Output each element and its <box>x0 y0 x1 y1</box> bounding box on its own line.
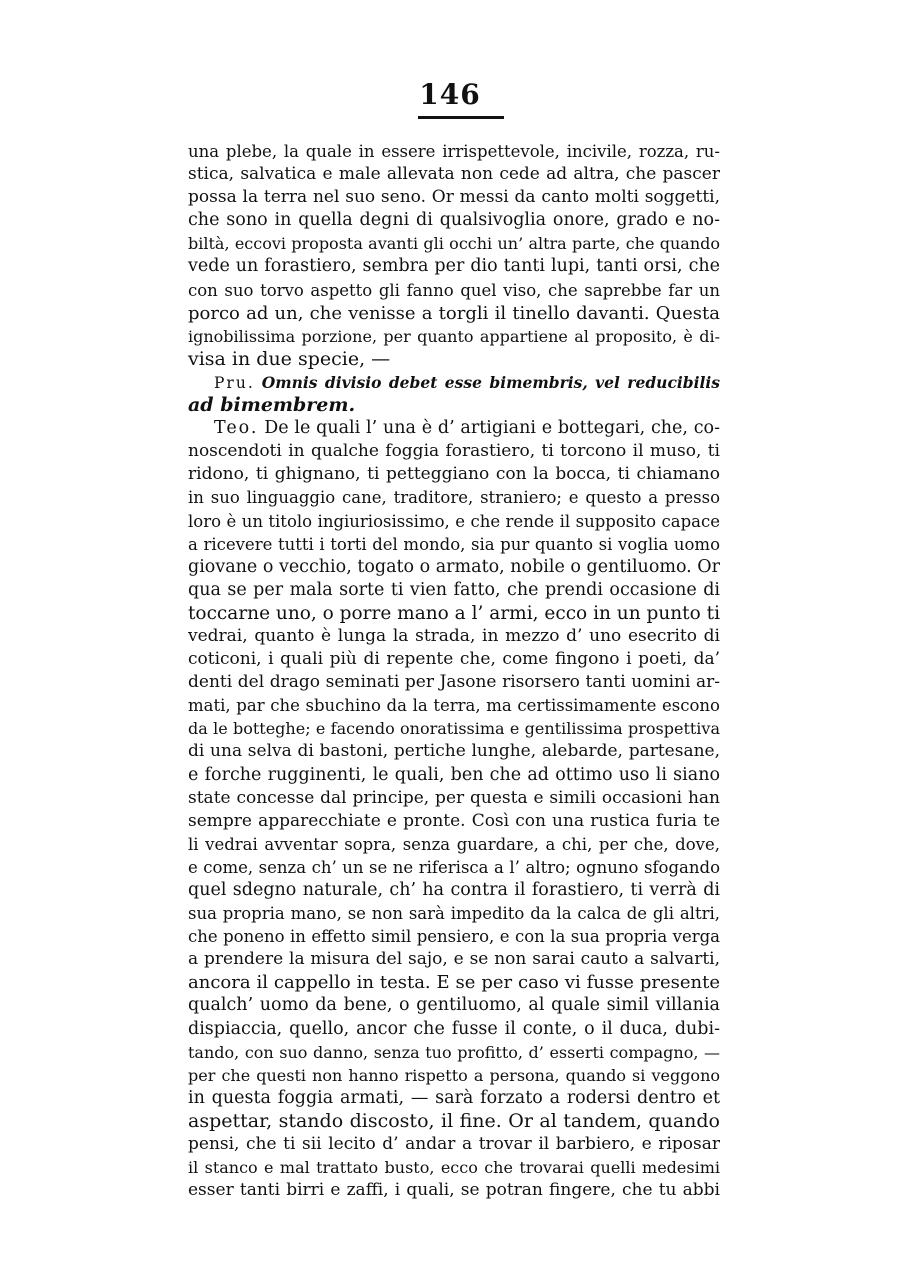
text-line: il stanco e mal trattato busto, ecco che trovarai quelli medesimi <box>188 1158 720 1178</box>
text-line: e forche rugginenti, le quali, ben che ad ottimo uso li siano <box>188 764 720 785</box>
text-line: stica, salvatica e male allevata non cede ad altra, che pascer <box>188 164 720 185</box>
body-text <box>188 140 720 1202</box>
text-line: in suo linguaggio cane, traditore, straniero; e questo a presso <box>188 488 720 508</box>
text-line: vedrai, quanto è lunga la strada, in mezzo d’ uno esecrito di <box>188 625 720 646</box>
text-line: a prendere la misura del sajo, e se non sarai cauto a salvarti, <box>188 949 720 970</box>
text-line: loro è un titolo ingiuriosissimo, e che rende il supposito capace <box>188 511 720 531</box>
text-line: state concesse dal principe, per questa e simili occasioni han <box>188 787 720 808</box>
page-number: 146 <box>419 78 481 111</box>
latin-quote: Omnis divisio debet esse bimembris, vel reducibilis <box>261 372 720 392</box>
text-line: li vedrai avventar sopra, senza guardare, a chi, per che, dove, <box>188 834 720 854</box>
text-line: con suo torvo aspetto gli fanno quel viso, che saprebbe far un <box>188 280 720 300</box>
text-line: visa in due specie, — <box>188 347 391 370</box>
text-line: biltà, eccovi proposta avanti gli occhi un’ altra parte, che quando <box>188 234 720 254</box>
speaker-teo: Teo. <box>214 418 259 439</box>
dialogue-line-teo <box>188 417 720 440</box>
header-rule <box>418 116 504 119</box>
text-line: tando, con suo danno, senza tuo profitto, d’ esserti compagno, — <box>188 1042 720 1062</box>
text-line: mati, par che sbuchino da la terra, ma certissimamente escono <box>188 696 720 716</box>
text-line: vede un forastiero, sembra per dio tanti lupi, tanti orsi, che <box>188 256 720 277</box>
text-line: porco ad un, che venisse a torgli il tinello davanti. Questa <box>188 302 720 324</box>
text-line: ignobilissima porzione, per quanto appartiene al proposito, è di- <box>188 326 720 346</box>
text-line: di una selva di bastoni, pertiche lunghe, alebarde, partesane, <box>188 741 720 762</box>
text-line: esser tanti birri e zaffi, i quali, se potran fingere, che tu abbi <box>188 1180 720 1201</box>
text-line: aspettar, stando discosto, il fine. Or al tandem, quando <box>188 1109 720 1132</box>
text-line: giovane o vecchio, togato o armato, nobile o gentiluomo. Or <box>188 556 721 577</box>
text-line: ridono, ti ghignano, ti petteggiano con la bocca, ti chiamano <box>188 464 720 485</box>
text-line: dispiaccia, quello, ancor che fusse il conte, o il duca, dubi- <box>188 1018 720 1039</box>
text-line: toccarne uno, o porre mano a l’ armi, ecco in un punto ti <box>188 602 720 624</box>
speaker-pru: Pru. <box>214 373 255 392</box>
text-line: una plebe, la quale in essere irrispettevole, incivile, rozza, ru- <box>188 142 720 161</box>
text-line: pensi, che ti sii lecito d’ andar a trovar il barbiero, e riposar <box>188 1134 720 1155</box>
text-line: a ricevere tutti i torti del mondo, sia pur quanto si voglia uomo <box>188 534 720 554</box>
text-line: e come, senza ch’ un se ne riferisca a l’ altro; ognuno sfogando <box>188 857 720 877</box>
text-line: qualch’ uomo da bene, o gentiluomo, al quale simil villania <box>188 995 720 1016</box>
text-line: da le botteghe; e facendo onoratissima e gentilissima prospettiva <box>188 719 720 739</box>
text-line: noscendoti in qualche foggia forastiero, ti torcono il muso, ti <box>188 441 720 462</box>
text-line: sua propria mano, se non sarà impedito da la calca de gli altri, <box>188 904 720 924</box>
text-line: qua se per mala sorte ti vien fatto, che prendi occasione di <box>188 579 720 600</box>
text-line: denti del drago seminati per Jasone risorsero tanti uomini ar- <box>188 672 720 693</box>
text-line: sempre apparecchiate e pronte. Così con una rustica furia te <box>188 810 720 831</box>
text-line: che sono in quella degni di qualsivoglia onore, grado e no- <box>188 210 720 231</box>
text-line: ancora il cappello in testa. E se per caso vi fusse presente <box>188 972 720 994</box>
dialogue-line-pru <box>188 371 720 394</box>
latin-quote-end: ad bimembrem. <box>188 394 356 417</box>
text-line: per che questi non hanno rispetto a persona, quando si veggono <box>188 1065 720 1085</box>
text-line: che poneno in effetto simil pensiero, e con la sua propria verga <box>188 927 720 947</box>
text-line: in questa foggia armati, — sarà forzato a rodersi dentro et <box>188 1087 720 1108</box>
text-line: coticoni, i quali più di repente che, come fingono i poeti, da’ <box>188 649 720 670</box>
text-line: possa la terra nel suo seno. Or messi da canto molti soggetti, <box>188 187 720 208</box>
text-line: quel sdegno naturale, ch’ ha contra il forastiero, ti verrà di <box>188 880 720 900</box>
dialogue-text: De le quali l’ una è d’ artigiani e bottegari, che, co- <box>264 418 720 439</box>
